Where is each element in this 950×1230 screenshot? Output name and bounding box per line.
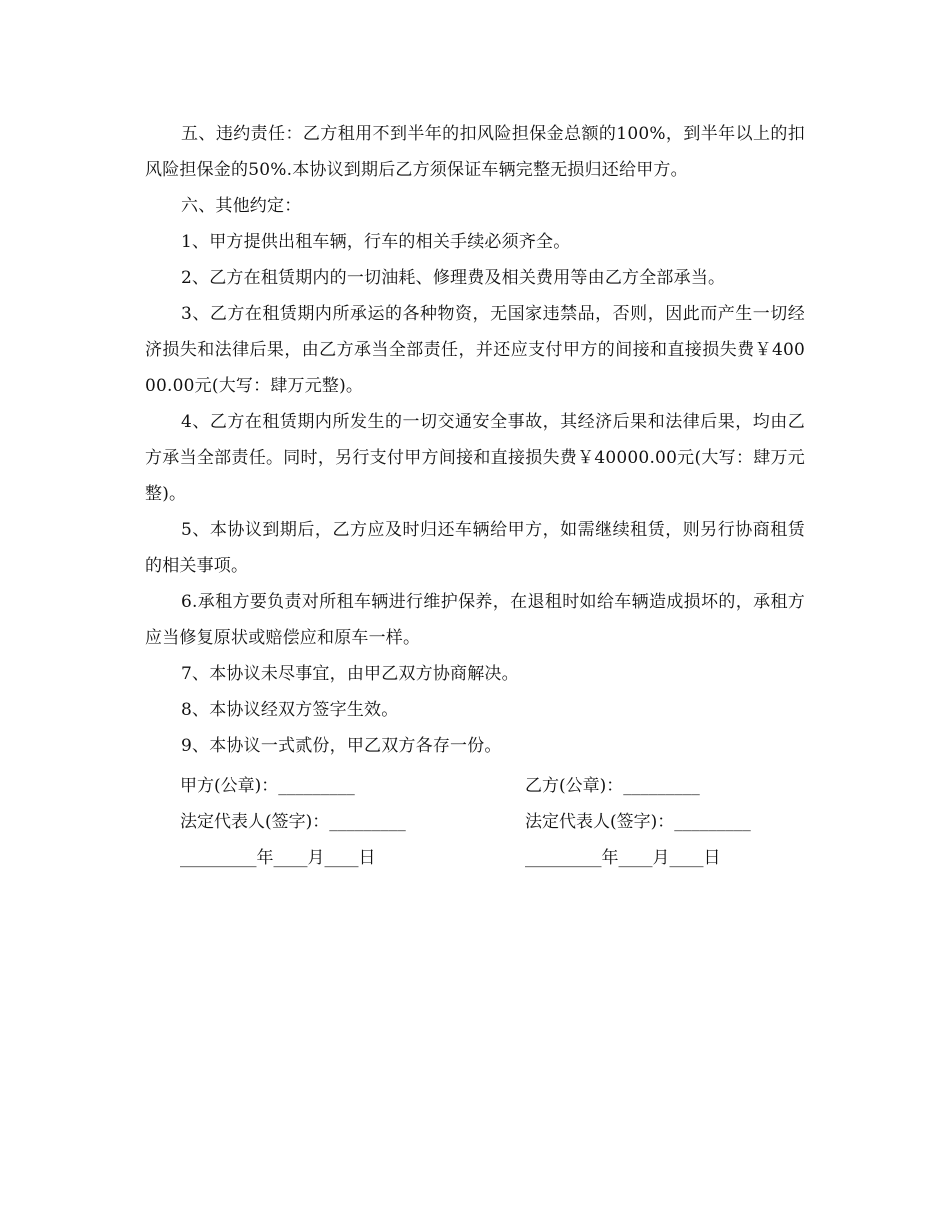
clause-item-8: 8、本协议经双方签字生效。 [181,700,399,720]
party-b-seal-line: 乙方(公章)：_________ [525,776,700,796]
clause-item-6: 6.承租方要负责对所租车辆进行维护保养，在退租时如给车辆造成损坏的，承租方应当修复原状或赔偿应和原车一样。 [145,592,805,648]
party-b-representative-line: 法定代表人(签字)：_________ [525,812,751,832]
clause-item-2: 2、乙方在租赁期内的一切油耗、修理费及相关费用等由乙方全部承当。 [181,268,726,288]
clause-item-3: 3、乙方在租赁期内所承运的各种物资，无国家违禁品，否则，因此而产生一切经济损失和法律后果，由乙方承当全部责任，并还应支付甲方的间接和直接损失费￥40000.00元(大写：肆万元整)。 [145,304,805,396]
clause-other-agreements-heading: 六、其他约定： [181,196,302,216]
signature-row-date [180,840,800,876]
contract-body [145,116,805,764]
clause-item-7: 7、本协议未尽事宜，由甲乙双方协商解决。 [181,664,519,684]
party-b-date-line: _________年____月____日 [525,848,721,868]
signature-block [180,768,800,876]
clause-breach-liability: 五、违约责任：乙方租用不到半年的扣风险担保金总额的100%，到半年以上的扣风险担保金的50%.本协议到期后乙方须保证车辆完整无损归还给甲方。 [145,124,805,180]
clause-item-4: 4、乙方在租赁期内所发生的一切交通安全事故，其经济后果和法律后果，均由乙方承当全部责任。同时，另行支付甲方间接和直接损失费￥40000.00元(大写：肆万元整)。 [145,412,805,504]
signature-row-representative [180,804,800,840]
signature-row-seal [180,768,800,804]
clause-item-1: 1、甲方提供出租车辆，行车的相关手续必须齐全。 [181,232,571,252]
party-a-seal-line: 甲方(公章)：_________ [180,776,355,796]
clause-item-9: 9、本协议一式贰份，甲乙双方各存一份。 [181,736,502,756]
party-a-date-line: _________年____月____日 [180,848,376,868]
party-a-representative-line: 法定代表人(签字)：_________ [180,812,406,832]
clause-item-5: 5、本协议到期后，乙方应及时归还车辆给甲方，如需继续租赁，则另行协商租赁的相关事项。 [145,520,805,576]
